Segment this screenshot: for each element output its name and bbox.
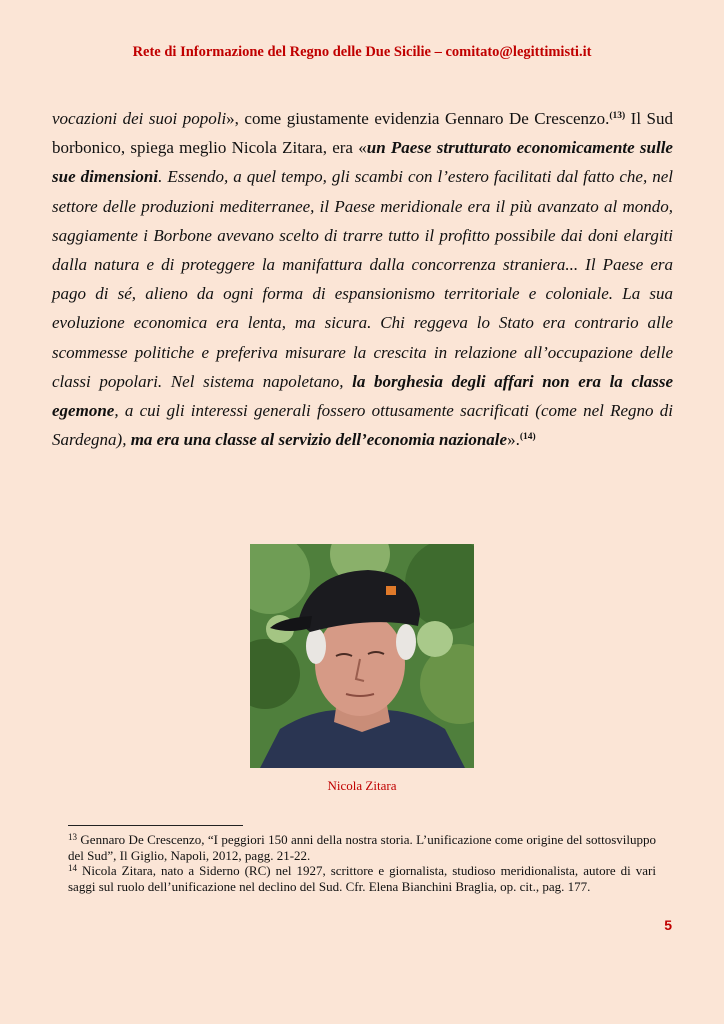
- quote-text: , a cui gli interessi generali fossero ottusamente sacrificati (come nel Regno di Sardegna),: [52, 401, 673, 450]
- footnote-ref-13[interactable]: (13): [609, 111, 626, 121]
- footnote-13: [68, 832, 656, 863]
- quote-text: . Essendo, a quel tempo, gli scambi con l’estero facilitati dal fatto che, nel settore delle produzioni mediterranee, il Paese meridionale era il più avanzato al mondo, saggiamente i Borbone avevano scelto di trarre tutto il profitto possibile dai doni elargiti dalla natura e di proteggere la manifattura dalla concorrenza straniera... Il Paese era pago di sé, alieno da ogni forma di espansionismo territoriale e coloniale. La sua evoluzione economica era lenta, ma sicura. Chi reggeva lo Stato era contrario alle scommesse politiche e preferiva misurare la crescita in relazione all’occupazione delle classi popolari. Nel sistema napoletano,: [52, 167, 673, 391]
- footnote-14: [68, 863, 656, 894]
- footnote-text: Nicola Zitara, nato a Siderno (RC) nel 1927, scrittore e giornalista, studioso meridionalista, autore di vari saggi sul ruolo dell’unificazione nel declino del Sud. Cfr. Elena Bianchini Braglia, op. cit., pag. 177.: [68, 863, 657, 894]
- quote-fragment: vocazioni dei suoi popoli: [52, 109, 227, 128]
- footnotes: [68, 832, 656, 894]
- page-number: 5: [664, 917, 672, 933]
- portrait-photo: [250, 544, 474, 768]
- emphasis: la borghesia degli affari non era la classe egemone: [52, 371, 673, 421]
- text-segment: ».: [507, 430, 520, 450]
- text-segment: », come giustamente evidenzia Gennaro De Crescenzo.: [226, 109, 610, 128]
- footnote-text: Gennaro De Crescenzo, “I peggiori 150 anni della nostra storia. L’unificazione come origine del sottosviluppo del Sud”, Il Giglio, Napoli, 2012, pagg. 21-22.: [68, 832, 656, 863]
- footnote-number: 14: [68, 863, 77, 874]
- footnote-ref-14[interactable]: (14): [519, 432, 536, 443]
- footnote-number: 13: [68, 832, 77, 842]
- emphasis: un Paese strutturato economicamente sulle sue dimensioni: [52, 138, 673, 187]
- photo-caption: Nicola Zitara: [327, 778, 397, 793]
- text-segment: Il Sud borbonico, spiega meglio Nicola Zitara, era «: [52, 109, 673, 158]
- page-header: Rete di Informazione del Regno delle Due Sicilie – comitato@legittimisti.it: [132, 44, 592, 60]
- emphasis: ma era una classe al servizio dell’economia nazionale: [130, 430, 508, 450]
- footnote-divider: [68, 825, 243, 826]
- main-paragraph: [52, 104, 673, 454]
